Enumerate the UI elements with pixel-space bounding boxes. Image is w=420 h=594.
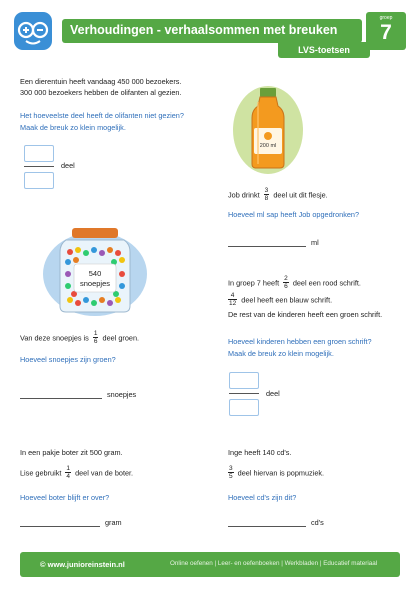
ex4-l2-num: 4 xyxy=(228,292,237,300)
ex1-question2: Maak de breuk zo klein mogelijk. xyxy=(20,123,126,132)
ex2-sentence xyxy=(228,188,328,203)
ex6-line1: Inge heeft 140 cd's. xyxy=(228,448,292,457)
ex3-pre: Van deze snoepjes is xyxy=(20,333,89,343)
ex4-l1-fraction xyxy=(283,275,289,290)
ex4-line1 xyxy=(228,276,361,291)
ex5-den: 4 xyxy=(66,473,71,480)
ex6-answer-line[interactable] xyxy=(228,526,306,527)
ex5-num: 1 xyxy=(66,465,71,472)
ex4-l2-post: deel heeft een blauw schrift. xyxy=(241,295,333,305)
ex5-sentence xyxy=(20,466,133,481)
ex1-line2: 300 000 bezoekers hebben de olifanten al gezien. xyxy=(20,88,182,97)
ex1-unit: deel xyxy=(61,161,75,170)
ex4-l2-fraction xyxy=(228,292,237,307)
grade-label: groep xyxy=(379,15,393,21)
juice-bottle-illustration xyxy=(228,80,308,180)
grade-badge xyxy=(366,12,406,50)
footer-url-link[interactable]: © www.junioreinstein.nl xyxy=(40,560,125,569)
ex4-l2-den: 12 xyxy=(229,300,237,307)
ex5-answer-line[interactable] xyxy=(20,526,100,527)
ex2-question: Hoeveel ml sap heeft Job opgedronken? xyxy=(228,210,360,219)
ex3-num: 1 xyxy=(93,330,98,337)
ex5-post: deel van de boter. xyxy=(75,468,134,478)
ex2-answer-line[interactable] xyxy=(228,246,306,247)
footer-bar xyxy=(20,552,400,577)
ex6-fraction xyxy=(228,465,234,480)
ex3-question: Hoeveel snoepjes zijn groen? xyxy=(20,355,116,364)
ex3-fraction xyxy=(93,330,99,345)
ex4-l1-post: deel een rood schrift. xyxy=(292,278,361,288)
ex5-fraction xyxy=(65,465,71,480)
logo-icon xyxy=(14,12,52,50)
ex2-post: deel uit dit flesje. xyxy=(273,190,328,200)
ex1-line1: Een dierentuin heeft vandaag 450 000 bezoekers. xyxy=(20,77,182,86)
ex6-unit: cd's xyxy=(311,518,324,527)
subtitle-tab: LVS-toetsen xyxy=(278,42,370,58)
ex4-line2 xyxy=(226,293,332,308)
title-bar xyxy=(62,19,362,43)
jar-label-count: 540 xyxy=(88,269,102,278)
ex4-question2: Maak de breuk zo klein mogelijk. xyxy=(228,349,334,358)
ex5-question: Hoeveel boter blijft er over? xyxy=(20,493,110,502)
ex3-unit: snoepjes xyxy=(107,390,137,399)
ex3-sentence xyxy=(20,331,139,346)
page-title: Verhoudingen - verhaalsommen met breuken xyxy=(70,23,338,37)
bottle-label: 200 ml xyxy=(259,143,277,149)
ex2-unit: ml xyxy=(311,238,319,247)
ex5-line1: In een pakje boter zit 500 gram. xyxy=(20,448,123,457)
ex6-question: Hoeveel cd's zijn dit? xyxy=(228,493,297,502)
ex4-numerator-box[interactable] xyxy=(229,372,259,389)
ex4-l1-pre: In groep 7 heeft xyxy=(228,278,280,288)
ex1-question1: Het hoeveelste deel heeft de olifanten niet gezien? xyxy=(20,111,184,120)
ex6-post: deel hiervan is popmuziek. xyxy=(237,468,325,478)
ex1-numerator-box[interactable] xyxy=(24,145,54,162)
ex2-den: 8 xyxy=(264,195,269,202)
candy-jar-illustration xyxy=(42,222,148,318)
ex4-line3: De rest van de kinderen heeft een groen schrift. xyxy=(228,310,383,319)
jar-label-text: snoepjes xyxy=(79,279,111,288)
ex2-fraction xyxy=(264,187,270,202)
ex6-den: 5 xyxy=(229,473,233,480)
ex1-denominator-box[interactable] xyxy=(24,172,54,189)
ex4-l1-den: 6 xyxy=(284,283,288,290)
fraction-bar xyxy=(229,393,259,394)
ex5-unit: gram xyxy=(105,518,122,527)
ex6-sentence xyxy=(226,466,324,481)
ex2-num: 3 xyxy=(264,187,269,194)
fraction-bar xyxy=(24,166,54,167)
ex3-post: deel groen. xyxy=(102,333,140,343)
ex3-den: 6 xyxy=(93,338,98,345)
ex4-l1-num: 2 xyxy=(284,275,288,282)
ex4-question1: Hoeveel kinderen hebben een groen schrift? xyxy=(228,337,372,346)
ex4-unit: deel xyxy=(266,389,280,398)
footer-links[interactable]: Online oefenen | Leer- en oefenboeken | Werkbladen | Educatief materiaal xyxy=(170,560,378,567)
ex4-denominator-box[interactable] xyxy=(229,399,259,416)
ex3-answer-line[interactable] xyxy=(20,398,102,399)
grade-number: 7 xyxy=(380,21,392,44)
ex2-pre: Job drinkt xyxy=(228,190,260,200)
ex6-num: 3 xyxy=(229,465,233,472)
ex5-pre: Lise gebruikt xyxy=(20,468,62,478)
